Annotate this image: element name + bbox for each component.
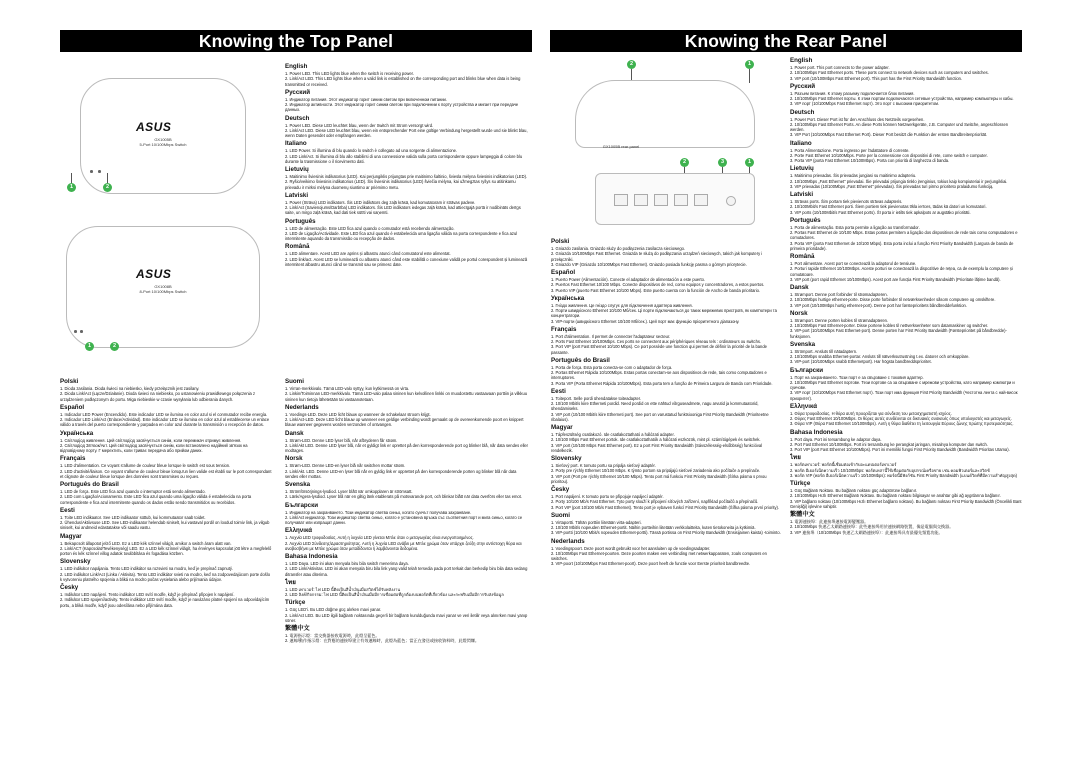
description-line: 2. Länk/Agera-lysdiod. Lyser blå när en giltig länk etablerats på motsvarande port, och blinkar blått när data överförs eller tas emot. xyxy=(285,494,522,500)
description-line: 3. Port VIP (port Fast Ethernet 10/100 Mbps). Ce port possède une fonction qui permet de définir la priorité de la bande passante. xyxy=(551,344,767,355)
description-line: 1. LED เพาเวอร์: ไฟ LED นี้ติดเป็นสีน้ำเงินเมื่อสวิตช์ได้รับพลังงาน xyxy=(285,586,401,592)
language-heading: Suomi xyxy=(285,378,304,385)
description-line: 3. VIP порт (10/100Mbps Fast Ethernet порт). Този порт има функция First Priority Bandwidth (Честотна лента с най-висок приоритет). xyxy=(790,390,1018,401)
language-section xyxy=(551,295,781,324)
language-section xyxy=(60,481,273,505)
gx1008b-caption: GX1008B 8-Port 10/100Mbps Switch xyxy=(139,284,187,294)
language-heading: English xyxy=(790,57,813,64)
language-heading: Magyar xyxy=(551,424,573,431)
description-line: 2. Puertos Fast Ethernet 10/100 Mbps. Conecte dispositivos de red, como equipos y concentradores, a estos puertos. xyxy=(551,282,765,288)
language-section xyxy=(551,455,781,484)
description-line: 2. Link/Act индикатор. Този индикатор светва синьо, когато е установена връзка със съответния порт и мига синьо, когато се получават или изпращат данни. xyxy=(285,514,523,525)
description-line: 2. Indikátor LED spojení/activity. Tento indikátor LED svítí modře, když je navázáno platné spojení na odpovídajícím portu, a bliká modře, když jsou odesílána nebo přijímána data. xyxy=(60,597,270,608)
language-section xyxy=(60,507,273,531)
description-line: 1. 電源指示燈：當交換器接收電源時，此燈呈藍色。 xyxy=(285,633,380,638)
description-line: 2. LED de Ligação/Actividade. Este LED fica azul quando é estabelecida uma ligação válida na porta correspondente e fica azul intermitente aquando da transmissão ou recepção de dados. xyxy=(285,230,518,241)
description-line: 1. Power (Strāva) LED indikators. Šis LED indikātors deg zaļā krāsā, kad komutatoram ir strāvas padeve. xyxy=(285,199,476,205)
asus-logo: ASUS xyxy=(136,267,172,281)
description-line: 1. LED d'alimentation. Ce voyant s'allume de couleur bleue lorsque le switch est sous tension. xyxy=(60,463,231,469)
language-section xyxy=(790,217,1022,251)
language-heading: Français xyxy=(60,455,86,463)
description-line: 1. Porta de alimentação. Esta porta permite a ligação ao transformador. xyxy=(790,224,920,230)
description-line: 1. Maitinimo šviesinis indikatorius (LED). Kai perjungiklis prijungtas prie maitinimo šaltinio, šviesla mėlyna šviesinis indikatorius (LED). xyxy=(285,174,528,179)
description-line: 2. พอร์ต อีเธอร์เน็ตความเร็ว 10/100Mbps: พอร์ตเหล่านี้ใช้เชื่อมต่อกับอุปกรณ์เครือข่าย เช่น คอมพิวเตอร์และสวิตช์ xyxy=(790,467,990,473)
description-line: 3. Port VIP (port 10/100 Mb/s Fast Ethernet). Tento port je vybaven funkcí First Priority Bandwidth (Šířka pásma první priority). xyxy=(551,504,780,510)
language-section xyxy=(790,253,1022,282)
description-line: 3. VIP-port (10/100Mbps snabb Ethernetport). Har högsta bandbreddsprioritet. xyxy=(790,359,932,365)
description-line: 2. 10/100Mbps Fast Ethernet ports. These ports connect to network devices such as computers and switches. xyxy=(790,70,989,76)
description-line: 1. Voedings-LED. Deze LED licht blauw op wanneer de schakelaar stroom krijgt. xyxy=(285,411,431,417)
description-line: 3. VIP port (10/100 Mbps Fast Ethernet port). Ez a port First Priority Bandwidth (Sávszélesség-elsőbbség) funkcióval rendelkezik. xyxy=(551,442,763,453)
description-line: 1. LED de força. Este LED fica azul quando o interruptor está sendo alimentado. xyxy=(60,489,206,494)
language-heading: Türkçe xyxy=(285,599,306,607)
description-line: 1. Tápfeszültség csatlakozó. Ide csatlakoztatható a hálózati adapter. xyxy=(551,432,675,437)
language-heading: Česky xyxy=(551,486,570,493)
language-heading: 繁體中文 xyxy=(790,511,815,518)
rear-panel-text-col2 xyxy=(790,56,1022,759)
language-heading: Bahasa Indonesia xyxy=(285,553,338,560)
description-line: 1. LED de alimentação. Este LED fica azul quando o comutador está recebendo alimentação. xyxy=(285,225,455,231)
description-line: 1. Λυχνία LED τροφοδοσίας. Αυτή η λυχνία LED γίνεται Μπλε όταν ο μεταγωγέας είναι ενεργοποιημένος. xyxy=(285,535,474,541)
language-heading: Русский xyxy=(790,82,816,90)
language-section xyxy=(285,455,530,479)
description-line: 2. 10/100 Mbps Fast Ethernet portok. Ide csatlakoztathatók a hálózati eszközök, mint pl. számítógépek és switchek. xyxy=(551,437,761,443)
language-heading: Svenska xyxy=(790,340,816,348)
description-line: 1. Power port. This port connects to the power adapter. xyxy=(790,65,890,70)
description-line: 2. LED Link/Aktivitas. LED ini akan menyala biru bila link yang valid telah tersedia pada port terkait dan berkedip biru bila data sedang ditransfer atau diterima. xyxy=(285,566,528,577)
description-line: 2. Link/Act LED. Diese LED leuchtet blau, wenn ein entsprechender Port eine gültige Verbindung hergestellt wurde und sie blinkt blau, wenn Daten gesendet oder empfangen werden. xyxy=(285,127,528,138)
description-line: 2. Link/Act LED. Bu LED ilgili bağlantı noktasında geçerli bir bağlantı kurulduğunda mavi yanar ve veri iletilir veya alınırken mavi yanıp söner. xyxy=(285,612,528,623)
language-heading: Nederlands xyxy=(285,403,319,411)
description-line: 1. Porta de força. Esta porta conecta-se com o adaptador de força. xyxy=(551,364,673,370)
description-line: 1. LED alimentare. Acest LED are aprins și albastru atunci când comutatorul este alimentat. xyxy=(285,251,451,257)
description-line: 1. Porta Alimentazione. Porta ingresso per l'adattatore di corrente. xyxy=(790,147,910,153)
ethernet-port xyxy=(674,194,688,206)
description-line: 1. Разъем питания. К этому разъему подключается блок питания. xyxy=(790,90,915,96)
language-heading: ไทย xyxy=(790,454,801,462)
language-heading: Ελληνικά xyxy=(285,527,312,535)
description-line: 1. Port napájení. K tomuto portu se připojuje napájecí adaptér. xyxy=(551,494,664,499)
language-section xyxy=(551,486,781,510)
language-heading: Magyar xyxy=(60,532,82,540)
description-line: 2. 10/100Mbps 快速乙太網路連接埠：此些連接埠用於連接網路裝置，像是電腦與交換器。 xyxy=(790,524,954,530)
description-line: 3. Gniazdo VIP (Gniazdo 10/100Mbps Fast Ethernet). Gniazdo posiada funkcję pasma o górnym priorytecie. xyxy=(551,261,747,267)
language-section xyxy=(790,403,1022,427)
description-line: 2. 10/100Mbps Hızlı Ethernet Bağlantı Noktası. Bu bağlantı noktası bilgisayar ve anahtar gibi ağ aygıtlarına bağlanır. xyxy=(790,493,1001,499)
language-heading: English xyxy=(285,63,308,70)
gx1005b-caption: GX1005B 5-Port 10/100Mbps Switch xyxy=(139,137,187,147)
description-line: 2. Link/Akt LED. Denne LED lyser blå, når et gyldigt link er oprettet på den korresponderende port og blinker blå, når data sendes eller modtages. xyxy=(285,442,529,453)
description-line: 1. LED indikátor napájania. Tento LED indikátor sa rozsvieti na modro, keď je prepínač zapnutý. xyxy=(60,566,234,572)
description-line: 1. Dioda zasilania. Dioda świeci na niebiesko, kiedy przełącznik jest zasilany. xyxy=(60,386,200,391)
language-heading: Português do Brasil xyxy=(551,356,610,364)
description-line: 2. 10/100Mbit/s Fast Ethernet porti. Šiem portiem tiek pievienotas tīkla ierīces, tādas kā datori un komutatori. xyxy=(790,204,987,210)
callout-3: 3 xyxy=(718,158,727,167)
description-line: 2. LED ลิงค์/กิจกรรม: ไฟ LED นี้ติดเป็นสีน้ำเงินเมื่อมีการเชื่อมต่อที่ถูกต้องบนพอร์ตที่เกี่ยวข้อง และกะพริบเมื่อมีการรับส่งข้อมูล xyxy=(285,592,504,597)
language-heading: Español xyxy=(60,403,85,411)
description-line: 3. VIP port (10/100Mbps Fast Ethernet port). This port has the First Priority Bandwidth function. xyxy=(790,75,963,81)
callout-2: 2 xyxy=(103,183,112,192)
language-section xyxy=(790,140,1022,164)
language-section xyxy=(285,192,530,216)
gx1005b-top-photo xyxy=(60,62,265,212)
language-section xyxy=(285,625,530,644)
link-act-led xyxy=(98,170,101,173)
description-line: 3. VIP port (Port pre rýchly Ethernet 10/100 Mbps). Tento port má funkciu First Priority Bandwidth (Šírka pásma s prvou prioritou). xyxy=(551,473,767,484)
language-section xyxy=(60,455,273,479)
top-panel-text-col2a xyxy=(285,62,530,277)
description-line: 2. 10/100Mbps Fast Ethernet Ports. An diese Ports können Netzwerkgeräte, z.B. Computer und Switche, angeschlossen werden. xyxy=(790,121,1008,132)
language-heading: Українська xyxy=(60,429,94,437)
description-line: 2. Θύρες Fast Ethernet 10/100Mbps. Οι θύρες αυτές συνδέονται σε δικτυακές συσκευές όπως υπολογιστές και μεταγωγείς. xyxy=(790,416,1012,421)
rear-panel-title: Knowing the Rear Panel xyxy=(550,30,1022,52)
language-heading: Norsk xyxy=(285,455,303,463)
language-heading: Česky xyxy=(60,584,79,591)
description-line: 1. Power LED. This LED lights blue when the switch is receiving power. xyxy=(285,71,414,76)
vip-port xyxy=(694,194,708,206)
language-section xyxy=(790,341,1022,365)
description-line: 2. Porturi rapide Ethernet 10/100Mbps. Aceste porturi se conectează la dispozitive de rețea, ca de exemplu la computere și comutatoare. xyxy=(790,266,1013,277)
description-line: 2. 10/100Mbps Fast Ethernet-poorten. Deze poorten maken een verbinding met netwerkapparaten, zoals computers en switches. xyxy=(551,550,767,561)
description-line: 2. Порти швидкісного Ethernet 10/100 Мб/сек. Ці порти підключаються до таких мережевих пристроїв, як комп'ютери та концентратори. xyxy=(551,308,777,319)
description-line: 1. Strāvas ports. Šim portam tiek pievienots strāvas adapteris. xyxy=(790,199,903,204)
description-line: 2. Porty pre rýchly Ethernet 10/100 Mbps. K týmto portom sa pripájajú sieťové zariadenia ako počítače a prepínače. xyxy=(551,468,761,474)
description-line: 3. VIP bağlantı noktası (10/100Mbps Hızlı Ethernet bağlantı noktası). Bu bağlantı noktası First Priority Bandwidth (Öncelikli Bant Genişliği) işlevine sahiptir. xyxy=(790,498,1022,509)
language-heading: Bahasa Indonesia xyxy=(790,428,843,436)
language-section xyxy=(285,553,530,577)
rear-panel-text-col1 xyxy=(551,237,781,759)
description-line: 1. Indikátor LED napájení. Tento indikátor LED svítí modře, když je přepínač připojen k napájení. xyxy=(60,592,235,597)
description-line: 2. 10/100 Mbit/s nopeuden Ethernet-portit. Näihin portteihin liitetään verkkolaitteita, kuten tietokoneita ja kytkimiä. xyxy=(551,525,756,530)
description-line: 1. LED Daya. LED ini akan menyala biru bila switch menerima daya. xyxy=(285,561,409,566)
description-line: 3. Θύρα VIP (Θύρα Fast Ethernet 10/100Mbps). Αυτή η θύρα διαθέτει τη λειτουργία Εύρους ζώνης πρώτης προτεραιότητας. xyxy=(790,421,1014,427)
language-section xyxy=(285,166,530,190)
language-section xyxy=(285,599,530,623)
description-line: 1. Порт на захранването. Този порт е за свързване с токовия адаптер. xyxy=(790,374,924,380)
description-line: 2. LED Link/Act. Si illumina di blu allo stabilirsi di una connessione valida sulla porta corrispondente oppure lampeggia di colore blu durante la trasmissione o il ricevimento dati. xyxy=(285,153,523,164)
language-section xyxy=(551,388,781,422)
language-section xyxy=(551,424,781,453)
language-section xyxy=(551,538,781,567)
top-panel-text-col2b xyxy=(285,377,530,757)
description-line: 1. Strømport. Denne porten kobles til strømadapteren. xyxy=(790,317,889,323)
description-line: 1. 電源連接埠：此連接埠連接電源變壓器。 xyxy=(790,519,869,524)
description-line: 2. 連線/動作指示燈：在對應的連接埠建立有效連線時，此燈為藍色；當正在發送或接收資料時，此燈閃爍。 xyxy=(285,638,479,644)
description-line: 3. Porta VIP (Porta Ethernet Rápida 10/100Mbps). Esta porta tem a função de Primeira Largura de Banda com Prioridade. xyxy=(551,380,773,386)
language-heading: Română xyxy=(285,243,310,251)
description-line: 1. Toite LED indikaator. See LED indikaator süttub, kui kommutaator saab toidet. xyxy=(60,514,206,520)
description-line: 2. Link/Act LED. This LED lights blue when a valid link is established on the corresponding port and blinks blue when data is being transmitted or received. xyxy=(285,76,521,87)
language-section xyxy=(285,378,530,402)
description-line: 2. Link/Act-LED. Deze LED licht blauw op wanneer een geldige verbinding wordt gemaakt op de overeenkomende poort en knippert blauw wanneer gegevens worden verzonden of ontvangen. xyxy=(285,417,524,428)
language-heading: Polski xyxy=(60,378,79,385)
description-line: 2. Link/ACT (Kapcsolat/Tevékenység) LED. Ez a LED kék színnel világít, ha érvényes kapcsolat jött létre a megfelelő porton és kék színnel villog adatok továbbítása és fogadása közben. xyxy=(60,545,272,556)
description-line: 2. Світлодіод Зв'язок/Акт. Цей світлодіод засвічується синім, коли встановлено надійний зв'язок на відповідному порту. Г мерехтить, коли триває передача або прийом даних. xyxy=(60,442,248,453)
language-section xyxy=(285,115,530,139)
language-section xyxy=(60,430,273,454)
language-heading: Română xyxy=(790,253,815,260)
description-line: 3. Porta VIP (porta Fast Ethernet de 10/100 Mbps). Esta porta inclui a função First Priority Bandwidth (Largura de banda de primeira prioridade). xyxy=(790,240,1014,251)
language-section xyxy=(285,579,530,598)
language-heading: Dansk xyxy=(285,429,304,437)
description-line: 2. Ühendus/Aktiivsuse LED. See LED-indikaator helendab siniselt, kui vastaval pordil on loodud toimiv link, ja vilgub siniselt, kui andmeid edastatakse või saadu vastu. xyxy=(60,520,270,531)
link-act-led xyxy=(80,330,83,333)
language-heading: Italiano xyxy=(790,139,812,147)
language-heading: Polski xyxy=(551,238,570,245)
language-section xyxy=(790,109,1022,138)
language-heading: Svenska xyxy=(285,481,311,488)
description-line: 1. Virran-merkkivalo. Tämä LED-valo syttyy, kun kytkimessä on virta. xyxy=(285,386,410,391)
description-line: 1. Strømport. Denne port forbinder til strømadapteren. xyxy=(790,292,888,297)
top-panel-text-col1 xyxy=(60,377,273,757)
language-heading: Español xyxy=(551,269,576,276)
description-line: 1. Strøm-LED. Denne LED lyser blå, når afbryderen får strøm. xyxy=(285,437,398,443)
description-line: 3. VIP prievadas (10/100Mbps „Fast Ethernet" prievadas). Šis prievadas turi pirmo prioriteto pralaidumo funkciją. xyxy=(790,183,994,189)
description-line: 2. Gniazda 10/100Mbps Fast Ethernet. Gniazda te służą do podłączania urządzeń sieciowych, takich jak komputery i przełączniki. xyxy=(551,251,763,262)
language-heading: Ελληνικά xyxy=(790,402,817,410)
language-heading: Eesti xyxy=(60,506,75,514)
language-heading: Deutsch xyxy=(790,108,815,116)
description-line: 2. 10/100Mbps snabba Ethernet-portar. Ansluts till nätverksutrustning t.ex. datorer och omkopplare. xyxy=(790,354,970,359)
power-led xyxy=(90,170,93,173)
description-line: 1. Sieťový port. K tomuto portu sa pripája sieťový adaptér. xyxy=(551,463,656,468)
rear-panel-caption: GX1005B rear panel xyxy=(602,144,640,149)
description-line: 1. LED Power. Si illumina di blu quando lo switch è collegato ad una sorgente di alimentazione. xyxy=(285,148,458,154)
description-line: 2. 10/100Mbps Fast Ethernet порты. К этим портам подключаются сетевые устройства, например компьютеры и хабы. xyxy=(790,96,1014,101)
language-section xyxy=(60,404,273,428)
description-line: 2. Linkin/Toiminnan LED-merkkivalo. Tämä LED-valo palaa sininen kun kelvollinen linkki on muodostettu vastaavaan porttiin ja vilkkuu sininen kun tietoja lähetetään tai vastaanotetaan. xyxy=(285,391,528,402)
callout-1: 1 xyxy=(745,158,754,167)
language-section xyxy=(60,558,273,582)
language-heading: Português xyxy=(790,216,821,224)
language-heading: Slovensky xyxy=(60,558,91,566)
description-line: 3. Porta VIP (porta Fast Ethernet 10/100Mbps). Porta con priorità di larghezza di banda. xyxy=(790,158,950,163)
description-line: 3. VIP port (port rapid Ethernet 10/100Mbps). Acest port are funcția First Priority Bandwidth (Prioritate lățime bandă). xyxy=(790,276,1001,282)
description-line: 2. LED com Ligação/Acionamento. Este LED fica azul quando uma ligação válida é estabelecida na porta correspondente e fica azul intermitente quando os dados estão sendo transmitidos ou recebidos. xyxy=(60,494,252,505)
description-line: 2. Индикатор активности. Этот индикатор горит синим светом при подключении к порту устройства и мигает при передаче данных. xyxy=(285,102,519,113)
language-heading: Українська xyxy=(551,294,585,302)
description-line: 3. VIP port (10/100 Mbit/s kiire Etherneti port). See port on varustatud funktsiooniga First Priority Bandwidth (Prioriteetne ribalaius). xyxy=(551,411,769,422)
description-line: 2. Dioda Link/Act (Łącze/Działanie). Dioda świeci na niebiesko, po ustanowieniu prawidłowego połączenia z urządzeniem podłączonym do portu. Miga niebieskie w czasie wysyłania lub odbierania danych. xyxy=(60,391,256,402)
description-line: 1. Puerto Power (Alimentación). Conecte el adaptador de alimentación a este puerto. xyxy=(551,277,706,282)
language-section xyxy=(551,326,781,355)
language-heading: Български xyxy=(285,501,319,509)
description-line: 3. พอร์ต VIP (พอร์ต อีเธอร์เน็ตความเร็ว 10/100Mbps): พอร์ตนี้มีฟังก์ชัน First Priority Bandwidth (แบนด์วิดท์ที่มีความสำคัญสูงสุด) xyxy=(790,472,1018,478)
language-heading: Slovensky xyxy=(551,455,582,462)
description-line: 1. Индикатор питания. Этот индикатор горит синим светом при включенном питании. xyxy=(285,96,447,102)
description-line: 2. 10/100Mbps hurtige ethernet-porte. Disse porte forbinder til netværksenheder såsom computere og omskiftere. xyxy=(790,297,996,303)
language-heading: Norsk xyxy=(790,309,808,317)
language-section xyxy=(285,527,530,551)
description-line: 1. Toiteport. Selle pordi ühendatakse toiteadapter. xyxy=(551,395,642,401)
gx1005b-rear-photo xyxy=(555,58,755,226)
description-line: 2. LED indikátor Link/Act (Linka / Aktivita). Tento LED indikátor svieti na modro, keď na zodpovedajúcom porte došlo k vytvoreniu platného spojenia a bliká na modro počas vysielania alebo prijímania údajov. xyxy=(60,571,270,582)
language-section xyxy=(790,480,1022,509)
language-section xyxy=(790,454,1022,478)
power-led xyxy=(74,330,77,333)
language-section xyxy=(551,238,781,267)
callout-2: 2 xyxy=(680,158,689,167)
description-line: 1. Voedingspoort. Deze poort wordt gebruikt voor het aansluiten op de voedingsadapter. xyxy=(551,545,711,551)
description-line: 1. Güç LED'i. Bu LED düğme güç alırken mavi yanar. xyxy=(285,607,382,613)
description-line: 3. Puerto VIP (puerto Fast Ethernet 10/100 Mbps). Este puerto cuenta con la función de Ancho de banda prioritario. xyxy=(551,287,761,293)
language-section xyxy=(285,481,530,500)
callout-1: 1 xyxy=(85,342,94,351)
description-line: 3. VIP-порти (швидкісного Ethernet 10/100 Мб/сек.). Цей порт має функцію пріоритетного діапазону. xyxy=(551,318,740,324)
language-section xyxy=(790,511,1022,535)
description-line: 1. Power LED. Diese LED leuchtet blau, wenn der Switch mit Strom versorgt wird. xyxy=(285,122,434,128)
language-heading: Български xyxy=(790,366,824,374)
language-section xyxy=(790,165,1022,189)
language-section xyxy=(790,191,1022,215)
description-line: 1. Strömförsörjnings-lysdiod. Lyser blått när omkopplaren är strömsatt. xyxy=(285,489,413,494)
description-line: 3. Port VIP (port Fast Ethernet 10/100Mbps). Port ini memiliki fungsi First Priority Bandwidth (Bandwidth Prioritas Utama). xyxy=(790,447,1010,452)
language-heading: Dansk xyxy=(790,284,809,291)
description-line: 1. พอร์ตเพาเวอร์: พอร์ตนี้เชื่อมต่อเข้ากับอะแดปเตอร์เพาเวอร์ xyxy=(790,462,897,468)
language-section xyxy=(285,140,530,164)
ethernet-port xyxy=(654,194,668,206)
description-line: 1. Индикатор на захранването. Този индикатор светва синьо, когато суичът получава захранване. xyxy=(285,509,472,515)
description-line: 1. Port daya. Port ini tersambung ke adaptor daya. xyxy=(790,436,882,442)
language-section xyxy=(790,284,1022,308)
language-section xyxy=(790,429,1022,453)
description-line: 3. VIP ports (10/100Mbit/s Fast Ethernet ports). Šī porta ir ietilts tiek apkalpots ar augstāko prioritāti. xyxy=(790,209,971,215)
language-section xyxy=(285,502,530,526)
language-heading: Português do Brasil xyxy=(60,481,119,488)
language-section xyxy=(790,83,1022,107)
description-line: 2. Link/Akt. LED. Denne LED-en lyser blå når en gyldig link er opprettet på den korresponderende porten og blinker blå når data sendes eller mottas. xyxy=(285,468,517,479)
description-line: 3. VIP port (10/100Mbps hurtig ethernet-port). Denne port har førsteprioritets båndbreddefunktion. xyxy=(790,302,967,308)
language-section xyxy=(551,512,781,536)
description-line: 2. 10/100Mbps „Fast Ethernet" prievadai. Šie prievadai prijungia tinklo įrenginius, tokius kaip kompiuteriai ir perjungikliai. xyxy=(790,178,1008,184)
language-section xyxy=(60,533,273,557)
description-line: 1. Θύρα τροφοδοσίας. Η θύρα αυτή προορίζεται για σύνδεση του μετασχηματιστή ισχύος. xyxy=(790,410,952,416)
language-section xyxy=(551,357,781,386)
language-heading: Português xyxy=(285,217,316,225)
language-heading: Italiano xyxy=(285,140,307,148)
language-heading: Türkçe xyxy=(790,480,811,487)
description-line: 1. Bekapcsolt állapotot jelző LED. Ez a LED kék színnel világít, amikor a switch áram alatt van. xyxy=(60,540,232,546)
power-port xyxy=(726,196,736,206)
description-line: 3. VIP порт (10/100Mbps Fast Ethernet порт). Это порт с высоким приоритетом. xyxy=(790,101,940,107)
language-heading: Eesti xyxy=(551,387,566,395)
description-line: 3. VIP 連接埠（10/100Mbps 快速乙太網路連接埠）：此連接埠具有最優先頻寬功能。 xyxy=(790,529,943,535)
language-heading: ไทย xyxy=(285,578,296,586)
callout-1: 1 xyxy=(745,60,754,69)
description-line: 1. Port d'alimentation. Il permet de connecter l'adaptateur secteur. xyxy=(551,333,671,339)
language-section xyxy=(60,584,273,608)
asus-logo: ASUS xyxy=(136,120,172,134)
language-section xyxy=(285,430,530,454)
description-line: 3. VIP Port (10/100Mbps Fast Ethernet Port). Dieser Port besitzt die Funktion der ersten Bandbreitenpriorität. xyxy=(790,132,988,138)
description-line: 2. Porte Fast Ethernet 10/100Mbps. Porte per la connessione con dispositivi di rete, come switch e computer. xyxy=(790,152,988,158)
language-section xyxy=(60,378,273,402)
language-section xyxy=(790,57,1022,81)
callout-1: 1 xyxy=(67,183,76,192)
language-heading: Lietuvių xyxy=(285,166,309,173)
callout-2: 2 xyxy=(627,60,636,69)
description-line: 2. Portas Ethernet Rápida 10/100Mbps. Estas portas conectam-se aos dispositivos de rede, tais como computadores e interruptores. xyxy=(551,370,767,381)
description-line: 2. 10/100Mbps Fast Ethernet портове. Тези портове са за свързване с мрежови устройства, като например компютри и суичове. xyxy=(790,379,1015,390)
description-line: 1. Maitinimo prievadas. Šis prievadas jungiasi su maitinimo adapteriu. xyxy=(790,173,917,179)
description-line: 1. Strömport. Ansluts till nätadaptern. xyxy=(790,348,858,354)
description-line: 2. Λυχνία LED Σύνδεσης/Δραστηριότητας. Αυτή η λυχνία LED ανάβει με Μπλε χρώμα όταν υπάρχει ζεύξη στην αντίστοιχη θύρα και αναβοσβήνει με Μπλε χρώμα όταν μεταδίδονται ή λαμβάνονται δεδομένα. xyxy=(285,540,522,551)
description-line: 2. 10/100Mbps Fast Ethernet-porter. Disse portene kobles til nettverksenheter som datamaskiner og switcher. xyxy=(790,323,989,328)
language-heading: Deutsch xyxy=(285,114,310,122)
language-heading: Latviski xyxy=(790,191,814,198)
language-heading: Latviski xyxy=(285,191,309,199)
description-line: 1. Port alimentare. Acest port se conectează la adaptorul de tensiune. xyxy=(790,261,917,266)
description-line: 1. Strøm-LED. Denne LED-en lyser blå når switchen mottar strøm. xyxy=(285,463,406,469)
description-line: 2. 10/100 Mbit/s kiire Etherneti pordid. Need pordid on ette nähtud võrguseadmete, nagu arvutid ja kommutaatorid, ühendamiseks. xyxy=(551,401,759,412)
language-section xyxy=(285,63,530,87)
description-line: 2. Port Fast Ethernet 10/100Mbps. Port ini tersambung ke perangkat jaringan, misalnya komputer dan switch. xyxy=(790,441,988,447)
description-line: 3. VIP-portti (10/100 Mbit/s nopeuden Ethernet-portti). Tässä portissa on First Priority Bandwidth (Ensisijainen kaista) -toiminto. xyxy=(551,530,781,536)
description-line: 3. VIP-poort (10/100Mbps Fast Ethernet-poort). Deze poort heeft de functie voor Eerste prioriteit bandbreedte. xyxy=(551,561,751,567)
gx1008b-top-photo xyxy=(60,212,265,362)
description-line: 3. VIP-port (10/100Mbps Fast Ethernet-port). Denne porten har First Priority Bandwidth (Førsteprioritet på båndbredde)-funksjonen. xyxy=(790,328,1007,339)
language-heading: 繁體中文 xyxy=(285,625,310,632)
description-line: 2. LED link/act. Acest LED se luminează cu albastru atunci când este stabilită o conexiune validă pe portul corespondent și luminează intermitent albastru atunci când se transmit sau se primesc date. xyxy=(285,256,528,267)
language-heading: Français xyxy=(551,325,577,333)
language-section xyxy=(790,367,1022,401)
description-line: 2. LED d'activité/liaison. Ce voyant s'allume de couleur bleue lorsqu'un lien valide est établi sur le port correspondant et clignote de couleur bleue lorsque des données sont transmises ou reçues. xyxy=(60,468,272,479)
ethernet-port xyxy=(614,194,628,206)
description-line: 2. Portas Fast Ethernet de 10/100 Mbps. Estas portas permitem a ligação dos dispositivos de rede tais como computadores e comutadores. xyxy=(790,230,1018,241)
description-line: 1. Indicador LED Power (Encendido). Este indicador LED se ilumina en color azul si el conmutador recibe energía. xyxy=(60,411,268,417)
language-section xyxy=(285,218,530,242)
description-line: 2. Link/Act (Savienojums/Darbība) LED indikators. Šis LED indikators iedegas zaļā krāsā, kad attiecīgajā portā ir nodibināts derīgs saite, un mirgo zaļā krāsā, kad dati tiek sūtīti vai saņemti. xyxy=(285,205,521,216)
language-section xyxy=(790,310,1022,339)
description-line: 2. Ryšio/veikimo šviesinis indikatorius (LED). Šis šviesinis indikatorius (LED) šviečia mėlyna, kai užmegztas ryšys su atitinkamu prievadu ir mirksi mėlyna duomenų siuntimo ar priėmimo metu. xyxy=(285,179,516,190)
language-section xyxy=(551,269,781,293)
language-heading: Lietuvių xyxy=(790,165,814,173)
language-section xyxy=(285,243,530,267)
language-heading: Nederlands xyxy=(551,537,585,545)
language-section xyxy=(285,404,530,428)
description-line: 1. Virtaportti. Tähän porttiin liitetään virta-adapteri. xyxy=(551,519,642,525)
top-panel-title: Knowing the Top Panel xyxy=(60,30,532,52)
language-section xyxy=(285,89,530,113)
language-heading: Suomi xyxy=(551,511,570,519)
language-heading: Русский xyxy=(285,88,311,96)
ethernet-port xyxy=(634,194,648,206)
description-line: 1. Güç Bağlantı Noktası. Bu bağlantı noktası güç adaptörüne bağlanır. xyxy=(790,488,917,493)
description-line: 2. Ports Fast Ethernet 10/100Mbps. Ces ports se connectent aux périphériques réseau tels : ordinateurs ou switchs. xyxy=(551,339,762,344)
description-line: 1. Gniazdo zasilania. Gniazdo służy do podłączenia zasilacza sieciowego. xyxy=(551,246,686,251)
description-line: 1. Гніздо живлення. Це гніздо слугує для підключення адаптера живлення. xyxy=(551,302,693,308)
callout-2: 2 xyxy=(110,342,119,351)
description-line: 2. Porty 10/100 Mb/s Fast Ethernet. Tyto porty slouží k připojení síťových zařízení, například počítačů a přepínačů. xyxy=(551,499,759,505)
description-line: 2. Indicador LED Link/Act (Enlace/Actividad). Este indicador LED se ilumina en color azul al establecerse un enlace válido a través del puerto correspondiente y parpadea en color azul durante la transmisión o recepción de datos. xyxy=(60,417,270,428)
description-line: 1. Світлодіод живлення. Цей світлодіод засвічується синім, коли перемикач отримує живлення. xyxy=(60,437,242,443)
description-line: 1. Power Port. Dieser Port ist für den Anschluss des Netzteils vorgesehen. xyxy=(790,116,925,122)
